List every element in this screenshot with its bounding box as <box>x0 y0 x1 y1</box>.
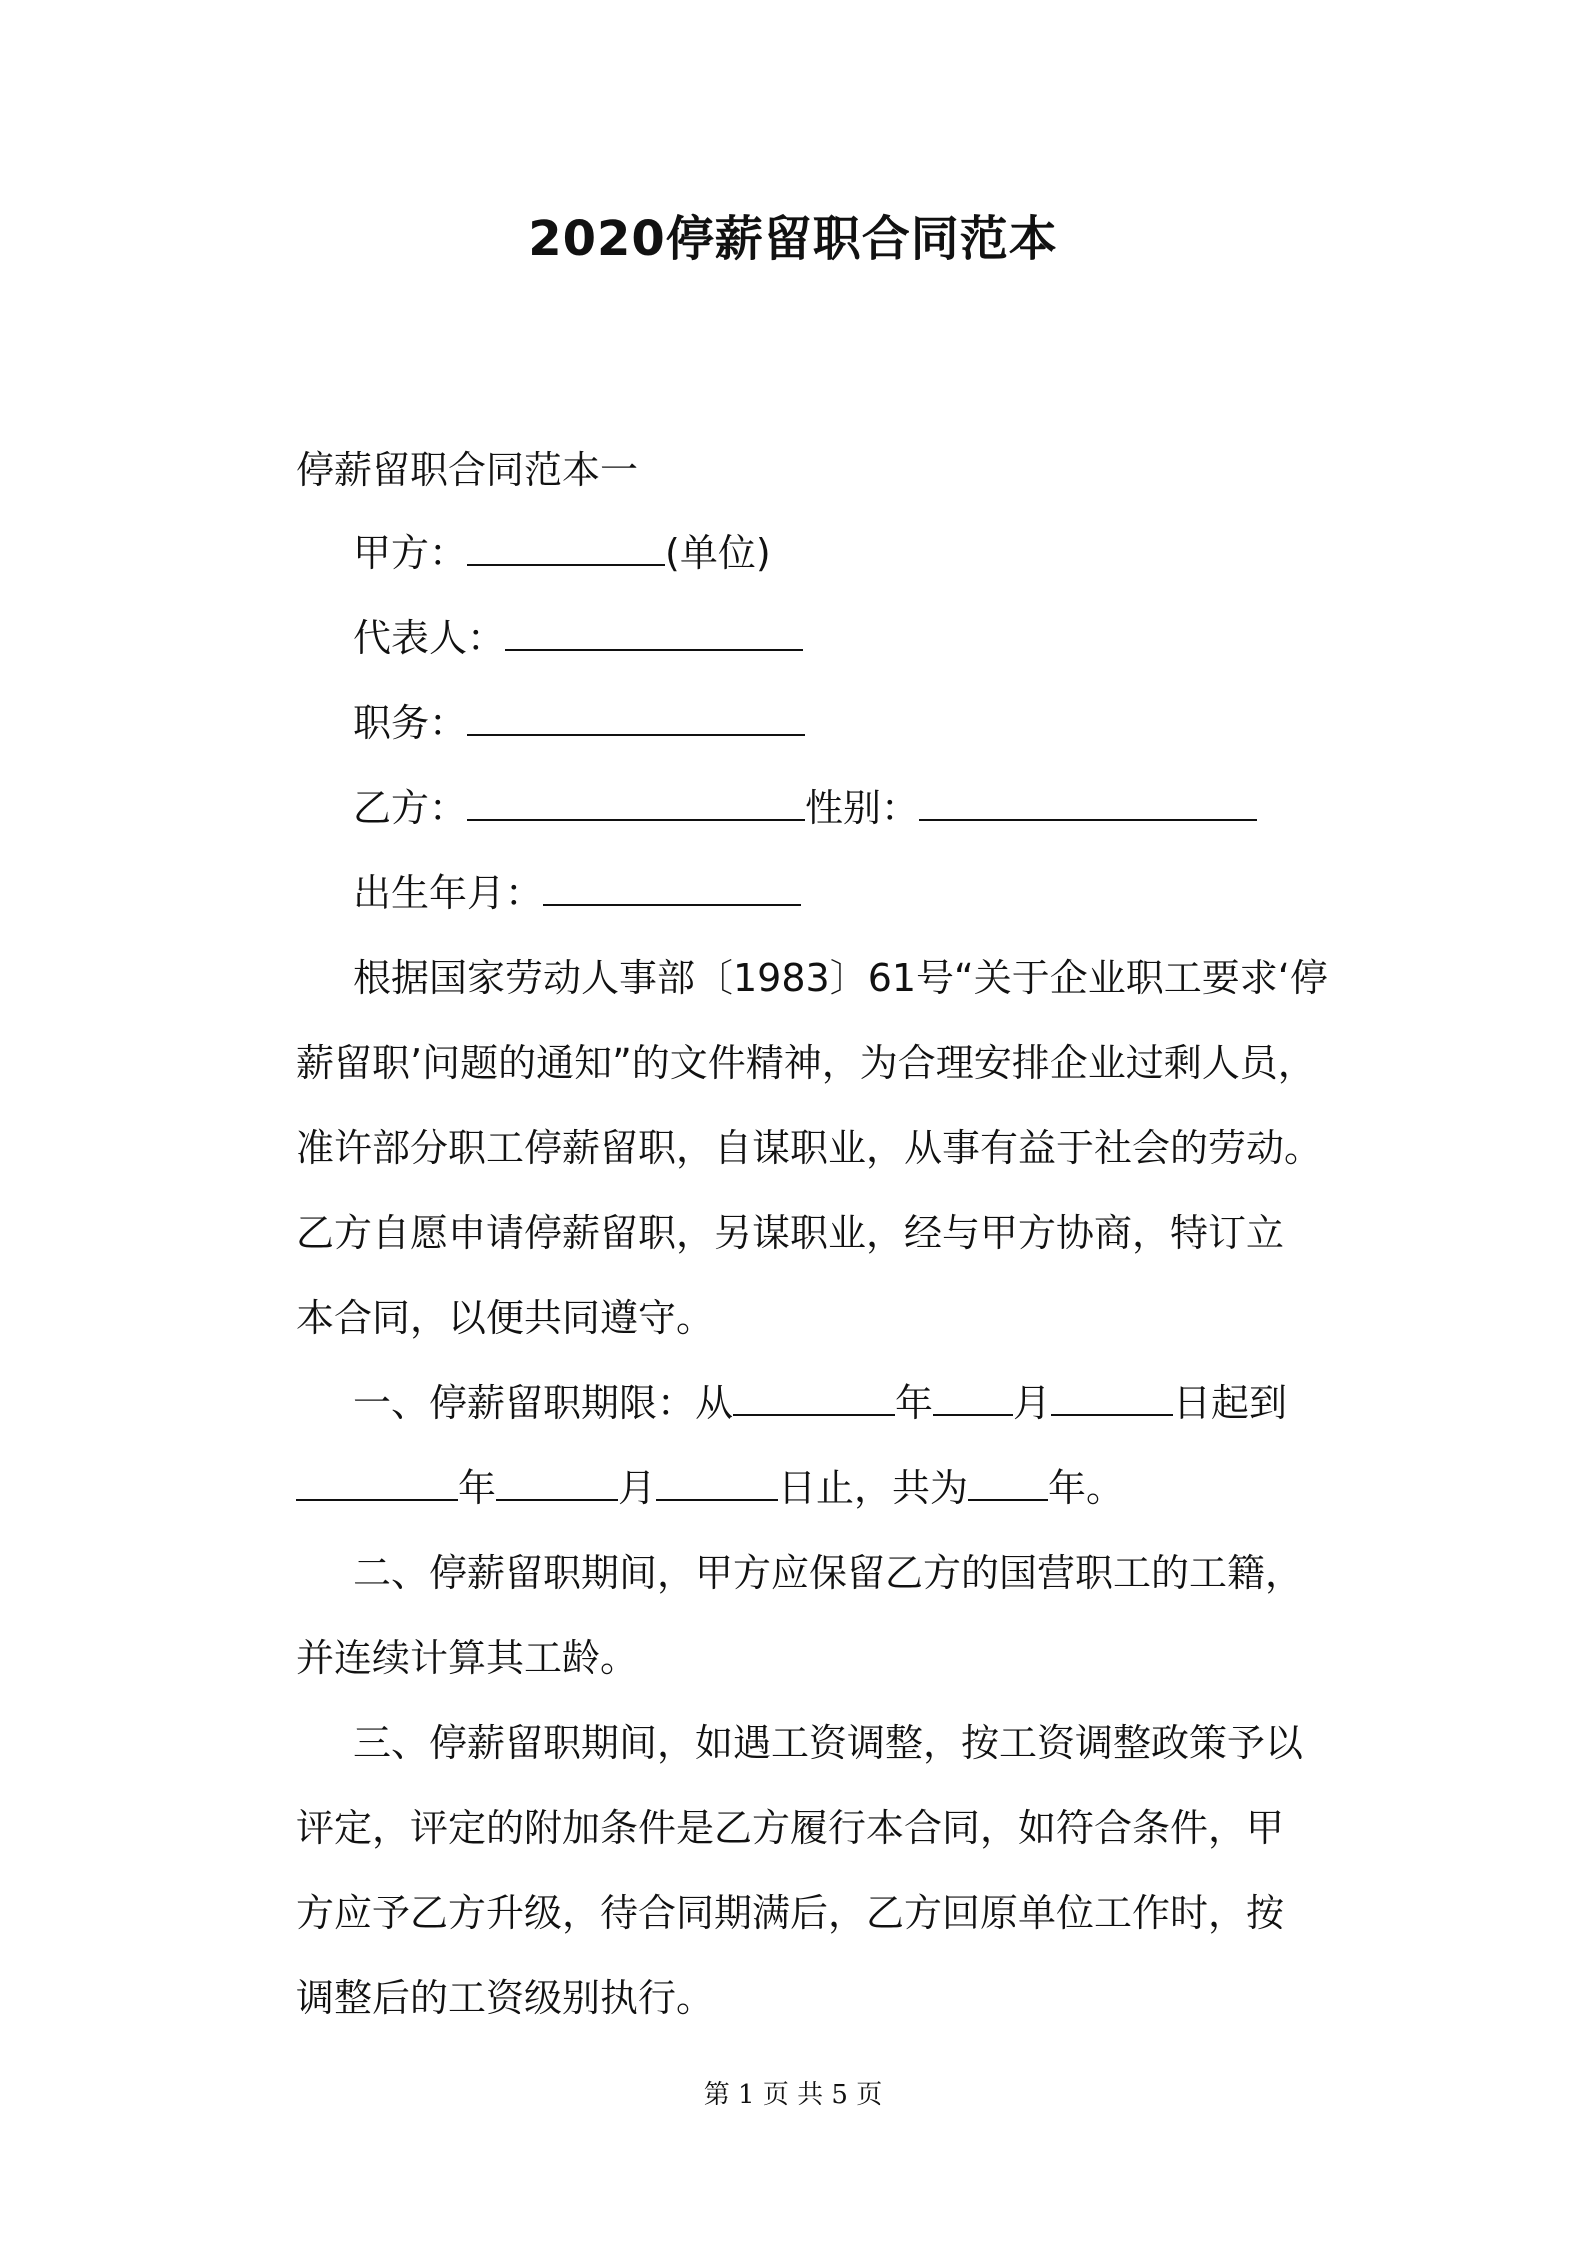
party-b-label: 乙方： <box>353 786 468 830</box>
representative-blank[interactable] <box>505 613 803 651</box>
clause-1-prefix: 一、停薪留职期限：从 <box>353 1381 734 1425</box>
preamble-line-2: 薪留职’问题的通知”的文件精神，为合理安排企业过剩人员， <box>296 1041 1316 1085</box>
clause-1-start-day-blank[interactable] <box>1051 1378 1173 1416</box>
preamble-line-4: 乙方自愿申请停薪留职，另谋职业，经与甲方协商，特订立 <box>296 1211 1285 1255</box>
clause-1-year-label: 年 <box>895 1381 934 1425</box>
preamble-line-1: 根据国家劳动人事部〔1983〕61号“关于企业职工要求‘停 <box>353 956 1328 1000</box>
party-a-suffix: (单位) <box>665 531 771 575</box>
party-a-line <box>353 528 771 578</box>
preamble-line-3: 准许部分职工停薪留职，自谋职业，从事有益于社会的劳动。 <box>296 1126 1323 1170</box>
clause-1-day-from-label: 日起到 <box>1173 1381 1288 1425</box>
gender-label: 性别： <box>805 786 920 830</box>
party-a-label: 甲方： <box>353 531 468 575</box>
preamble-line-5: 本合同，以便共同遵守。 <box>296 1296 715 1340</box>
clause-1-day-to-label: 日止，共为 <box>778 1466 969 1510</box>
clause-1-start-month-blank[interactable] <box>933 1378 1013 1416</box>
clause-1-end-day-blank[interactable] <box>656 1463 778 1501</box>
document-title: 2020停薪留职合同范本 <box>528 211 1058 267</box>
clause-1-line-1 <box>353 1378 1287 1428</box>
clause-1-line-2 <box>296 1463 1124 1513</box>
clause-3-line-2: 评定，评定的附加条件是乙方履行本合同，如符合条件，甲 <box>296 1806 1285 1850</box>
clause-3-line-1: 三、停薪留职期间，如遇工资调整，按工资调整政策予以 <box>353 1721 1304 1765</box>
birth-label: 出生年月： <box>353 871 544 915</box>
clause-1-total-years-blank[interactable] <box>968 1463 1048 1501</box>
clause-2-line-2: 并连续计算其工龄。 <box>296 1636 639 1680</box>
gender-blank[interactable] <box>919 783 1257 821</box>
section-heading: 停薪留职合同范本一 <box>296 448 639 492</box>
birth-line <box>353 868 801 918</box>
party-a-blank[interactable] <box>467 528 665 566</box>
position-blank[interactable] <box>467 698 805 736</box>
clause-1-end-year-label: 年 <box>458 1466 497 1510</box>
representative-label: 代表人： <box>353 616 506 660</box>
clause-2-line-1: 二、停薪留职期间，甲方应保留乙方的国营职工的工籍， <box>353 1551 1304 1595</box>
birth-blank[interactable] <box>543 868 801 906</box>
clause-1-total-suffix: 年。 <box>1048 1466 1125 1510</box>
clause-1-start-year-blank[interactable] <box>733 1378 895 1416</box>
clause-1-end-year-blank[interactable] <box>296 1463 458 1501</box>
party-b-line <box>353 783 1257 833</box>
clause-3-line-4: 调整后的工资级别执行。 <box>296 1976 715 2020</box>
party-b-blank[interactable] <box>467 783 805 821</box>
clause-1-end-month-blank[interactable] <box>496 1463 618 1501</box>
page-footer: 第 1 页 共 5 页 <box>703 2080 883 2110</box>
clause-1-end-month-label: 月 <box>618 1466 657 1510</box>
position-label: 职务： <box>353 701 468 745</box>
representative-line <box>353 613 803 663</box>
clause-1-month-label: 月 <box>1013 1381 1052 1425</box>
clause-3-line-3: 方应予乙方升级，待合同期满后，乙方回原单位工作时，按 <box>296 1891 1285 1935</box>
position-line <box>353 698 805 748</box>
